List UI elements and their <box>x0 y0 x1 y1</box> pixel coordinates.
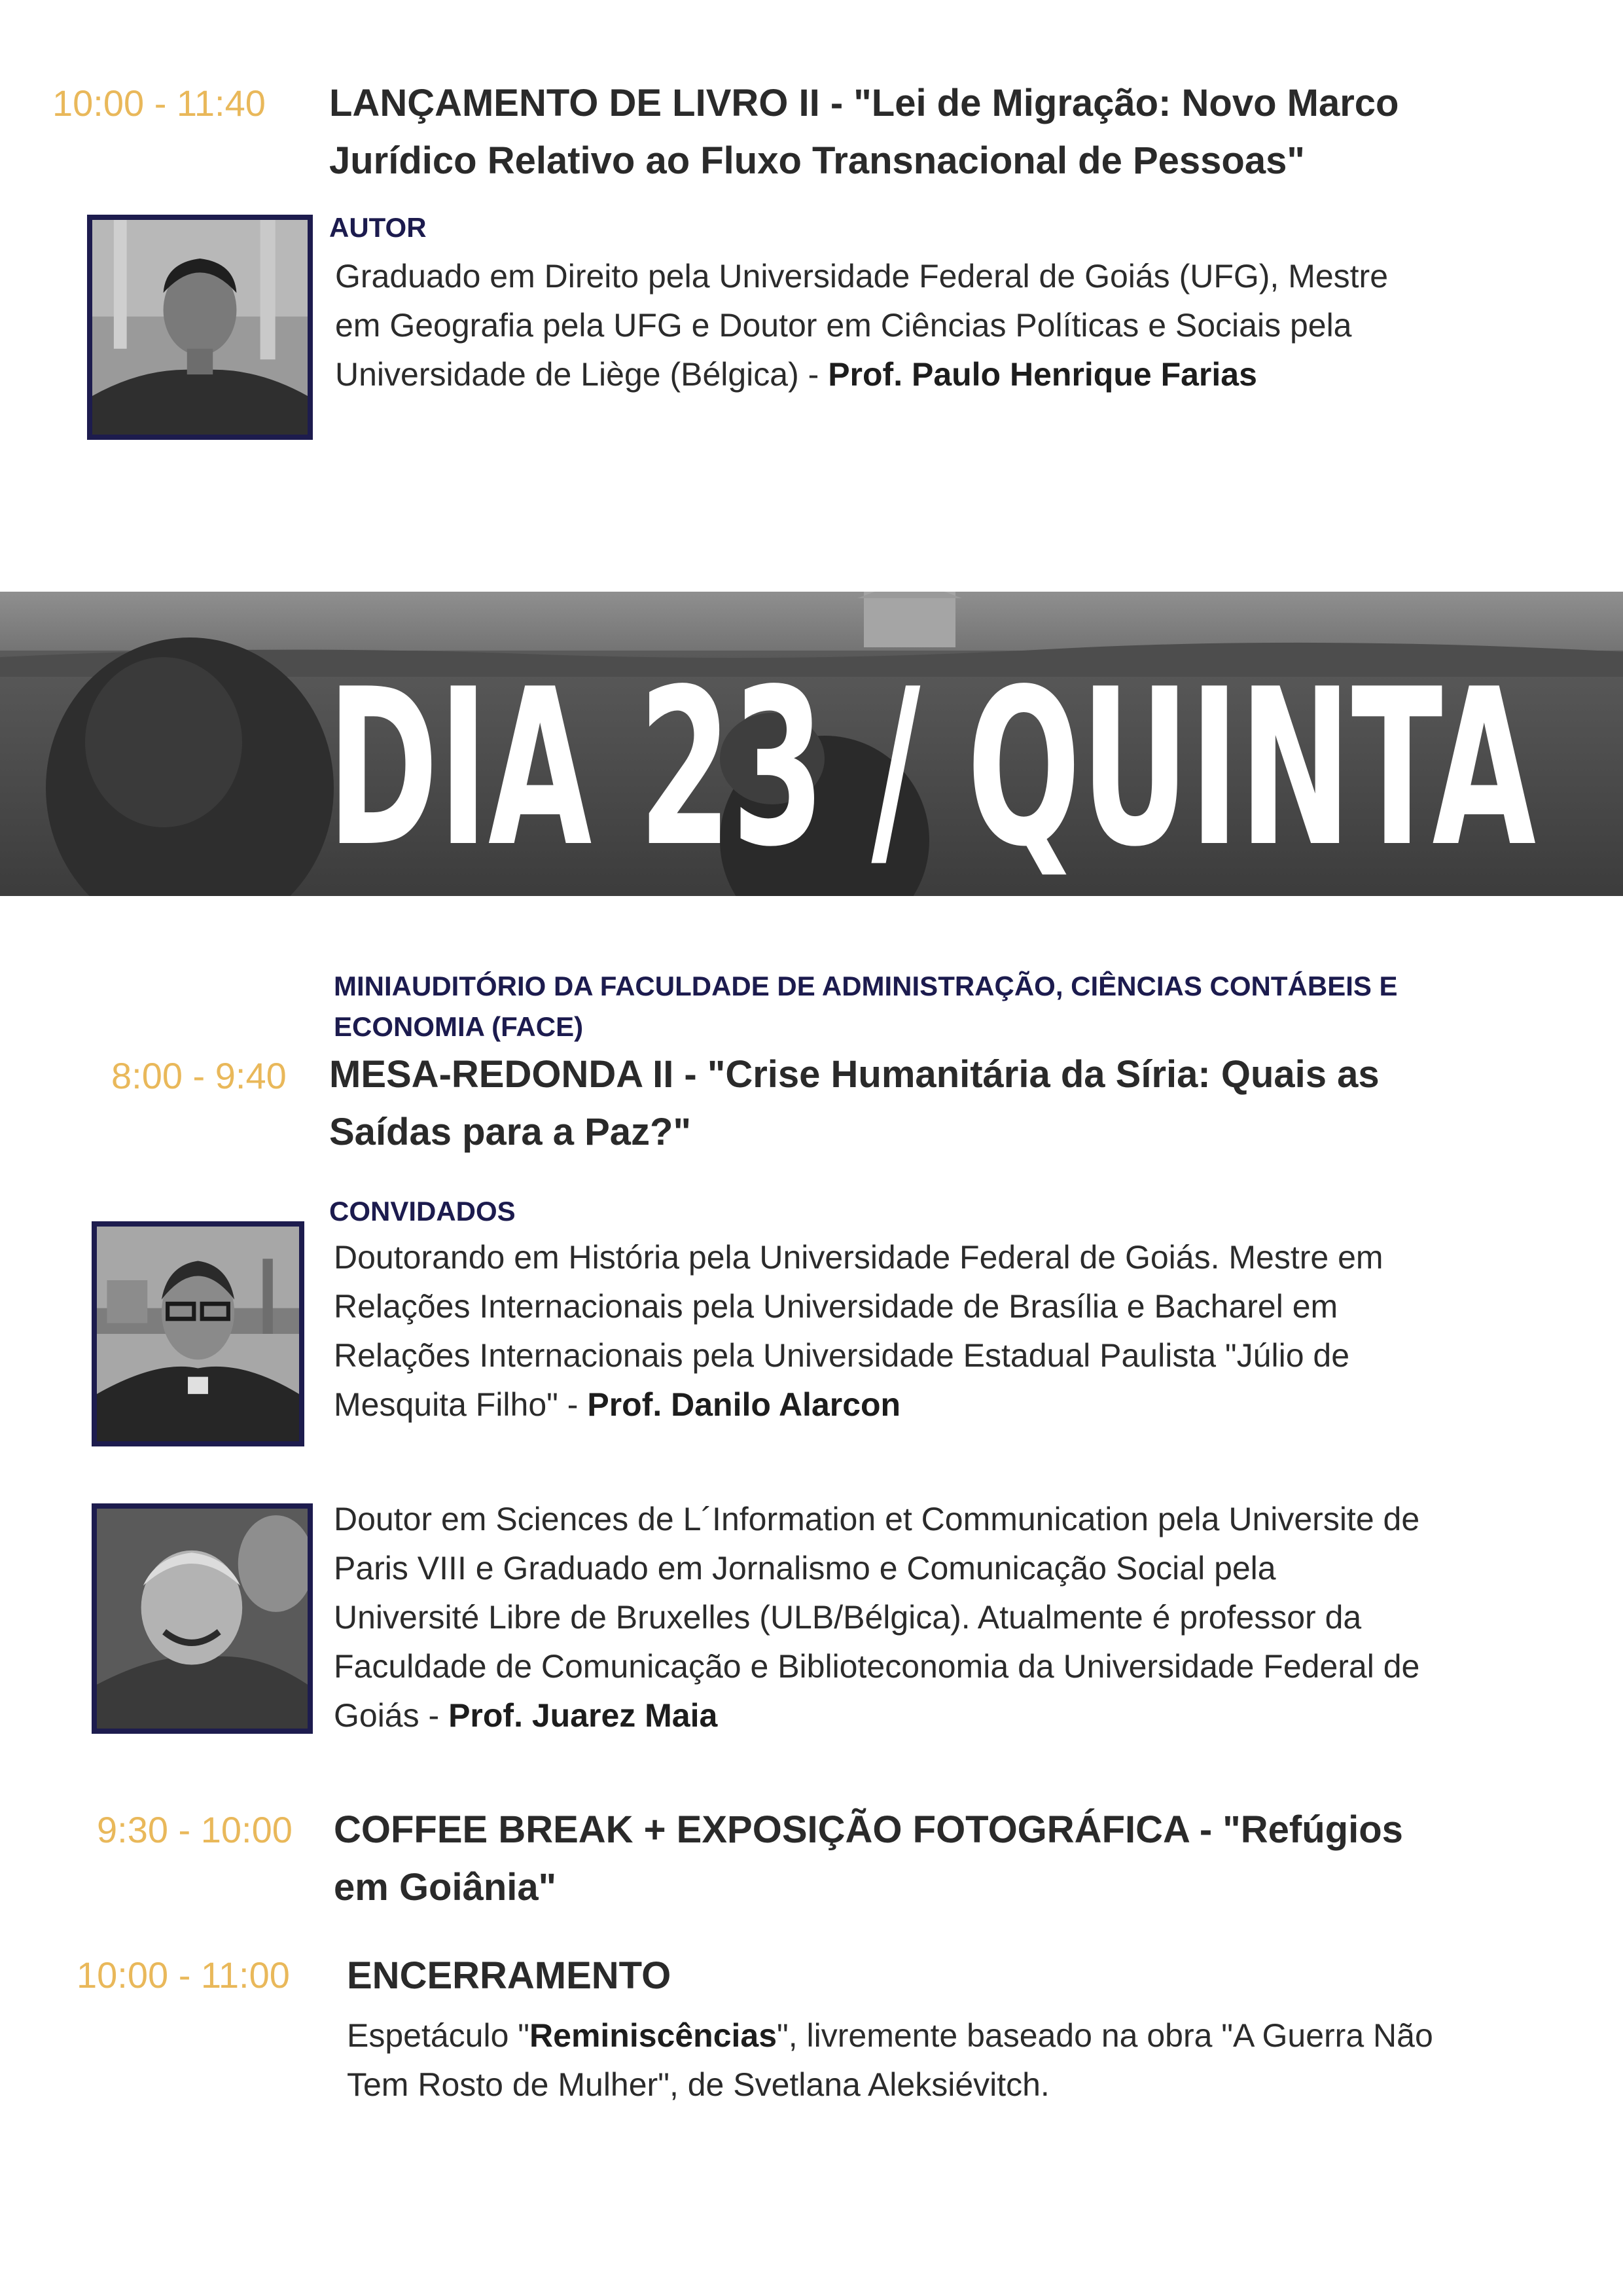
author-photo-paulo <box>87 215 313 440</box>
session2-title <box>329 1046 1573 1161</box>
session1-title-line1: LANÇAMENTO DE LIVRO II - "Lei de Migração: Novo Marco <box>329 82 1399 124</box>
guest2-bio-line4: Faculdade de Comunicação e Biblioteconomia da Universidade Federal de <box>334 1648 1420 1685</box>
guest1-bio-line2: Relações Internacionais pela Universidade de Brasília e Bacharel em <box>334 1288 1338 1325</box>
day-banner <box>0 592 1623 896</box>
session4-time: 10:00 - 11:00 <box>77 1954 290 1996</box>
venue-line1: MINIAUDITÓRIO DA FACULDADE DE ADMINISTRAÇÃO, CIÊNCIAS CONTÁBEIS E <box>334 971 1398 1001</box>
session1-bio-line2: em Geografia pela UFG e Doutor em Ciências Políticas e Sociais pela <box>335 307 1352 344</box>
guest2-bio-line1: Doutor em Sciences de L´Information et Communication pela Universite de <box>334 1501 1420 1537</box>
guest-name-juarez: Prof. Juarez Maia <box>448 1697 718 1734</box>
session2-role-label: CONVIDADOS <box>329 1196 516 1227</box>
author-name-paulo: Prof. Paulo Henrique Farias <box>828 356 1257 393</box>
session2-time: 8:00 - 9:40 <box>111 1055 287 1096</box>
guest1-bio-line1: Doutorando em História pela Universidade Federal de Goiás. Mestre em <box>334 1239 1383 1276</box>
banner-title: DIA 23 / QUINTA <box>327 643 1536 894</box>
session1-role-label: AUTOR <box>329 212 427 243</box>
session1-title <box>329 75 1573 190</box>
guest-bio-juarez <box>334 1495 1597 1740</box>
guest2-bio-line2: Paris VIII e Graduado em Jornalismo e Comunicação Social pela <box>334 1550 1276 1587</box>
guest-photo-danilo <box>92 1221 304 1446</box>
session4-desc-rest: ", livremente baseado na obra "A Guerra Não <box>777 2017 1433 2054</box>
guest-bio-danilo <box>334 1233 1590 1429</box>
session3-time: 9:30 - 10:00 <box>97 1809 293 1850</box>
guest1-bio-line3: Relações Internacionais pela Universidade Estadual Paulista "Júlio de <box>334 1337 1350 1374</box>
show-title: Reminiscências <box>529 2017 777 2054</box>
session4-title: ENCERRAMENTO <box>347 1954 671 1997</box>
venue-line2: ECONOMIA (FACE) <box>334 1011 584 1042</box>
session2-title-line1: MESA-REDONDA II - "Crise Humanitária da Síria: Quais as <box>329 1053 1380 1096</box>
session1-bio-line3 <box>335 350 1578 399</box>
guest-photo-juarez <box>92 1503 313 1734</box>
session4-desc-line1 <box>347 2011 1590 2060</box>
session3-title-line1: COFFEE BREAK + EXPOSIÇÃO FOTOGRÁFICA - "Refúgios <box>334 1808 1403 1851</box>
session2-title-line2: Saídas para a Paz?" <box>329 1111 691 1153</box>
guest1-bio-line4 <box>334 1380 1590 1429</box>
session1-author-bio <box>335 252 1578 399</box>
guest-name-danilo: Prof. Danilo Alarcon <box>587 1386 901 1423</box>
session1-title-line2: Jurídico Relativo ao Fluxo Transnacional de Pessoas" <box>329 139 1305 182</box>
session1-time: 10:00 - 11:40 <box>52 82 266 124</box>
guest1-bio-line4-prefix: Mesquita Filho" - <box>334 1386 588 1423</box>
session3-title-line2: em Goiânia" <box>334 1866 557 1909</box>
session1-bio-line1: Graduado em Direito pela Universidade Federal de Goiás (UFG), Mestre <box>335 258 1389 295</box>
venue-label <box>334 966 1577 1047</box>
session4-desc-prefix: Espetáculo " <box>347 2017 530 2054</box>
guest2-bio-line3: Université Libre de Bruxelles (ULB/Bélgica). Atualmente é professor da <box>334 1599 1362 1636</box>
session4-description <box>347 2011 1590 2109</box>
guest2-bio-line5-prefix: Goiás - <box>334 1697 449 1734</box>
session3-title <box>334 1801 1577 1916</box>
guest2-bio-line5 <box>334 1691 1597 1740</box>
session4-desc-line2: Tem Rosto de Mulher", de Svetlana Aleksiévitch. <box>347 2066 1050 2103</box>
session1-bio-line3-prefix: Universidade de Liège (Bélgica) - <box>335 356 829 393</box>
